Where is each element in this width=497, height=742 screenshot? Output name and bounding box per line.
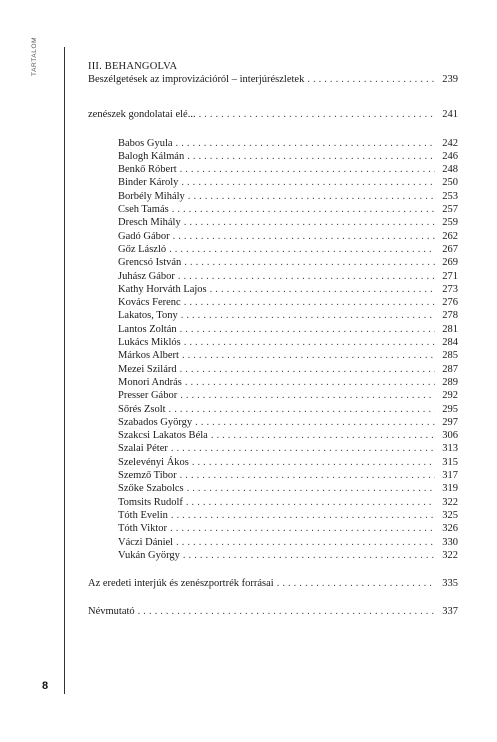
toc-entry-page: 335	[442, 578, 458, 590]
toc-entry-title: Kovács Ferenc	[118, 297, 181, 309]
dot-leader	[184, 296, 435, 309]
dot-leader	[192, 456, 435, 469]
dot-leader	[176, 536, 435, 549]
toc-entry	[88, 605, 458, 618]
toc-entry-page: 250	[442, 177, 458, 189]
toc-entry-page: 315	[442, 456, 458, 468]
toc-entry-page: 325	[442, 509, 458, 521]
margin-rule	[64, 47, 65, 694]
toc-entry-title: Szőke Szabolcs	[118, 483, 184, 495]
running-head-label: TARTALOM	[31, 36, 38, 76]
toc-name-entry	[88, 190, 458, 203]
toc-entry-page: 281	[442, 323, 458, 335]
toc-name-entry	[88, 389, 458, 402]
toc-entry-page: 292	[442, 390, 458, 402]
toc-entry-page: 330	[442, 536, 458, 548]
toc-name-entry	[88, 549, 458, 562]
toc-entry-page: 287	[442, 363, 458, 375]
dot-leader	[186, 496, 435, 509]
toc-entry-page: 276	[442, 297, 458, 309]
toc-name-entry	[88, 176, 458, 189]
toc-entry-title: Dresch Mihály	[118, 217, 181, 229]
toc-entry-title: Cseh Tamás	[118, 204, 169, 216]
toc-entry-page: 295	[442, 403, 458, 415]
toc-name-entry	[88, 469, 458, 482]
toc-entry-page: 262	[442, 230, 458, 242]
page-number: 8	[42, 680, 49, 692]
dot-leader	[180, 469, 435, 482]
dot-leader	[170, 522, 435, 535]
toc-entry-title: Vukán György	[118, 549, 180, 561]
table-of-contents	[88, 60, 458, 619]
dot-leader	[199, 108, 435, 121]
toc-entry-title: Tóth Evelin	[118, 509, 168, 521]
toc-entry-title: Szemző Tibor	[118, 470, 177, 482]
toc-entry-page: 257	[442, 204, 458, 216]
toc-entry-page: 284	[442, 337, 458, 349]
toc-entry-title: Juhász Gábor	[118, 270, 175, 282]
toc-name-entry	[88, 216, 458, 229]
toc-entry-page: 297	[442, 416, 458, 428]
toc-name-entry	[88, 363, 458, 376]
toc-name-entry	[88, 256, 458, 269]
toc-entry-page: 267	[442, 243, 458, 255]
toc-entry-page: 306	[442, 430, 458, 442]
toc-entry-title: Szabados György	[118, 416, 193, 428]
toc-entry-title: Balogh Kálmán	[118, 150, 185, 162]
musician-list	[88, 137, 458, 563]
toc-entry-page: 259	[442, 217, 458, 229]
dot-leader	[307, 73, 435, 86]
dot-leader	[180, 363, 435, 376]
toc-name-entry	[88, 296, 458, 309]
dot-leader	[184, 256, 435, 269]
toc-name-entry	[88, 336, 458, 349]
toc-entry-page: 241	[442, 109, 458, 121]
dot-leader	[180, 389, 435, 402]
toc-name-entry	[88, 416, 458, 429]
toc-entry-title: Binder Károly	[118, 177, 179, 189]
toc-name-entry	[88, 456, 458, 469]
toc-entry-page: 313	[442, 443, 458, 455]
dot-leader	[183, 549, 435, 562]
toc-name-entry	[88, 403, 458, 416]
toc-entry-page: 337	[442, 606, 458, 618]
toc-entry-title: Márkos Albert	[118, 350, 179, 362]
toc-name-entry	[88, 309, 458, 322]
dot-leader	[184, 216, 435, 229]
toc-entry-title: Lantos Zoltán	[118, 323, 177, 335]
toc-entry-title: Szelevényi Ákos	[118, 456, 189, 468]
toc-entry-page: 246	[442, 150, 458, 162]
toc-entry-page: 322	[442, 496, 458, 508]
toc-name-entry	[88, 536, 458, 549]
toc-name-entry	[88, 137, 458, 150]
dot-leader	[185, 376, 435, 389]
toc-entry-page: 319	[442, 483, 458, 495]
toc-entry-title: Gőz László	[118, 243, 167, 255]
dot-leader	[210, 283, 435, 296]
dot-leader	[182, 349, 435, 362]
toc-entry	[88, 577, 458, 590]
toc-name-entry	[88, 349, 458, 362]
dot-leader	[178, 270, 435, 283]
toc-entry-title: Monori András	[118, 376, 182, 388]
toc-entry-page: 317	[442, 470, 458, 482]
dot-leader	[211, 429, 435, 442]
toc-entry-page: 253	[442, 190, 458, 202]
toc-entry-page: 271	[442, 270, 458, 282]
toc-entry-title: Tóth Viktor	[118, 523, 168, 535]
toc-name-entry	[88, 203, 458, 216]
dot-leader	[171, 442, 435, 455]
dot-leader	[171, 509, 435, 522]
dot-leader	[181, 309, 435, 322]
toc-name-entry	[88, 283, 458, 296]
toc-entry-title: zenészek gondolatai elé...	[88, 109, 196, 121]
dot-leader	[138, 605, 435, 618]
toc-entry-title: Tomsits Rudolf	[118, 496, 183, 508]
toc-name-entry	[88, 230, 458, 243]
toc-name-entry	[88, 270, 458, 283]
toc-entry-page: 273	[442, 283, 458, 295]
toc-entry-page: 269	[442, 257, 458, 269]
toc-entry-title: Szalai Péter	[118, 443, 168, 455]
dot-leader	[181, 176, 435, 189]
toc-entry-title: Váczi Dániel	[118, 536, 174, 548]
toc-entry-title: Lakatos, Tony	[118, 310, 178, 322]
toc-name-entry	[88, 482, 458, 495]
dot-leader	[169, 403, 435, 416]
toc-entry-title: Borbély Mihály	[118, 190, 185, 202]
toc-entry-title: Presser Gábor	[118, 390, 178, 402]
dot-leader	[169, 243, 435, 256]
dot-leader	[180, 323, 435, 336]
toc-name-entry	[88, 376, 458, 389]
dot-leader	[184, 336, 435, 349]
dot-leader	[172, 203, 435, 216]
dot-leader	[173, 230, 435, 243]
toc-entry	[88, 73, 458, 86]
toc-entry-page: 248	[442, 164, 458, 176]
toc-entry-title: Sőrés Zsolt	[118, 403, 166, 415]
toc-entry-title: Babos Gyula	[118, 137, 173, 149]
toc-entry-page: 322	[442, 549, 458, 561]
toc-entry-title: Névmutató	[88, 606, 135, 618]
toc-name-entry	[88, 323, 458, 336]
dot-leader	[195, 416, 435, 429]
toc-name-entry	[88, 429, 458, 442]
dot-leader	[180, 163, 435, 176]
toc-entry-title: Beszélgetések az improvizációról – interjúrészletek	[88, 74, 305, 85]
toc-entry-title: Gadó Gábor	[118, 230, 170, 242]
dot-leader	[277, 577, 435, 590]
toc-entry-page: 289	[442, 376, 458, 388]
toc-entry-page: 285	[442, 350, 458, 362]
toc-entry-page: 242	[442, 137, 458, 149]
section-title: III. BEHANGOLVA	[88, 61, 178, 72]
toc-entry-title: Szakcsi Lakatos Béla	[118, 430, 208, 442]
toc-entry-title: Kathy Horváth Lajos	[118, 283, 207, 295]
toc-entry-title: Lukács Miklós	[118, 337, 181, 349]
toc-name-entry	[88, 522, 458, 535]
dot-leader	[187, 150, 435, 163]
toc-name-entry	[88, 509, 458, 522]
toc-name-entry	[88, 163, 458, 176]
toc-entry-title: Az eredeti interjúk és zenészportrék forrásai	[88, 578, 274, 590]
toc-entry-title: Benkő Róbert	[118, 164, 177, 176]
toc-entry-page: 278	[442, 310, 458, 322]
toc-name-entry	[88, 150, 458, 163]
toc-entry-title: Mezei Szilárd	[118, 363, 177, 375]
dot-leader	[187, 482, 435, 495]
toc-entry	[88, 108, 458, 121]
toc-entry-page: 326	[442, 523, 458, 535]
toc-name-entry	[88, 243, 458, 256]
dot-leader	[188, 190, 435, 203]
toc-entry-title: Grencsó István	[118, 257, 182, 269]
toc-entry-page: 239	[442, 74, 458, 85]
toc-name-entry	[88, 496, 458, 509]
toc-name-entry	[88, 442, 458, 455]
dot-leader	[176, 137, 435, 150]
